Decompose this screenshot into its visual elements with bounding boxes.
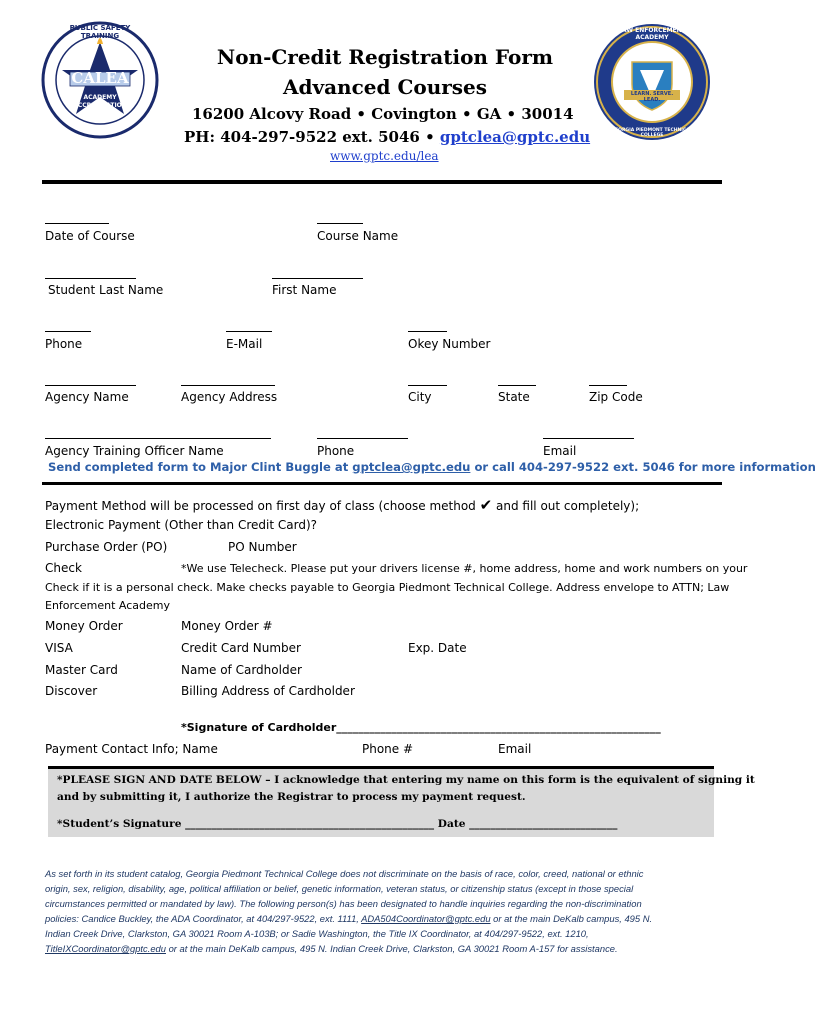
ato-email-label: Email — [543, 444, 577, 458]
credit-card-number-label: Credit Card Number — [181, 641, 301, 655]
send-form-prefix: Send completed form to Major Clint Buggle at — [48, 460, 353, 474]
visa-option[interactable]: VISA — [45, 641, 73, 655]
billing-address-label: Billing Address of Cardholder — [181, 684, 355, 698]
agency-address-label: Agency Address — [181, 390, 278, 404]
phone-label: Phone — [45, 337, 83, 351]
po-number-label: PO Number — [228, 540, 297, 554]
ato-name-field[interactable] — [45, 438, 271, 439]
non-discrimination-statement — [45, 866, 725, 956]
email-field[interactable] — [226, 331, 272, 332]
right-seal-lower-ring: GEORGIA PIEDMONT TECHNICAL COLLEGE — [611, 128, 693, 138]
right-seal-ring-text: LAW ENFORCEMENT ACADEMY — [618, 27, 686, 41]
discover-option[interactable]: Discover — [45, 684, 98, 698]
nd-line-4-a: policies: Candice Buckley, the ADA Coordinator, at 404/297-9522, ext. 1111, — [45, 913, 362, 924]
first-name-field[interactable] — [272, 278, 363, 279]
form-title-line-1: Non-Credit Registration Form — [216, 45, 554, 69]
agency-name-field[interactable] — [45, 385, 136, 386]
agency-address-field[interactable] — [181, 385, 275, 386]
money-order-number-label: Money Order # — [181, 619, 273, 633]
telecheck-note: *We use Telecheck. Please put your drivers license #, home address, home and work numbers on your — [181, 562, 748, 575]
check-option[interactable]: Check — [45, 561, 82, 575]
ato-phone-field[interactable] — [317, 438, 408, 439]
nd-line-2: origin, sex, religion, disability, age, political affiliation or belief, genetic information, veteran status, or citizenship status (except in those special — [45, 883, 634, 894]
date-of-course-label: Date of Course — [45, 229, 135, 243]
money-order-option[interactable]: Money Order — [45, 619, 123, 633]
student-last-name-field[interactable] — [45, 278, 136, 279]
agency-name-label: Agency Name — [45, 390, 129, 404]
phone-email-line — [184, 128, 590, 146]
section-divider — [42, 482, 722, 485]
calea-seal-lower-text: ACADEMY ACCREDITATION — [73, 94, 127, 109]
okey-number-label: Okey Number — [408, 337, 491, 351]
payment-contact-email-label: Email — [498, 742, 532, 756]
payment-intro-a: Payment Method will be processed on first day of class (choose method — [45, 499, 480, 513]
header-divider — [42, 180, 722, 184]
website-link[interactable]: www.gptc.edu/lea — [330, 149, 439, 163]
phone-field[interactable] — [45, 331, 91, 332]
electronic-payment-option[interactable]: Electronic Payment (Other than Credit Card)? — [45, 518, 317, 532]
student-last-name-label: Student Last Name — [48, 283, 164, 297]
check-mark-icon: ✔ — [479, 496, 493, 514]
law-enforcement-academy-seal-logo — [592, 22, 712, 142]
nd-line-6 — [45, 941, 725, 956]
nd-line-4 — [45, 911, 725, 926]
calea-seal-center-text: CALEA — [71, 69, 129, 87]
phone-line: PH: 404-297-9522 ext. 5046 • — [184, 128, 440, 146]
city-label: City — [408, 390, 432, 404]
payment-contact-phone-label: Phone # — [362, 742, 414, 756]
email-label: E-Mail — [226, 337, 263, 351]
right-seal-banner: LEARN. SERVE. LEAD. — [630, 91, 674, 103]
form-title-line-2: Advanced Courses — [282, 75, 488, 99]
check-note-line-2: Enforcement Academy — [45, 599, 170, 612]
zip-code-field[interactable] — [589, 385, 627, 386]
nd-line-6-b: or at the main DeKalb campus, 495 N. Indian Creek Drive, Clarkston, GA 30021 Room A-157 for assistance. — [165, 943, 618, 954]
first-name-label: First Name — [272, 283, 337, 297]
payment-contact-name-label: Payment Contact Info; Name — [45, 742, 218, 756]
state-label: State — [498, 390, 530, 404]
exp-date-label: Exp. Date — [408, 641, 467, 655]
header-email-link[interactable]: gptclea@gptc.edu — [439, 128, 591, 146]
acknowledgement-line-1: *PLEASE SIGN AND DATE BELOW – I acknowledge that entering my name on this form is the equivalent of signing it — [57, 774, 755, 786]
title-ix-coordinator-email-link[interactable]: TitleIXCoordinator@gptc.edu — [45, 943, 166, 954]
state-field[interactable] — [498, 385, 536, 386]
cardholder-signature-line[interactable]: *Signature of Cardholder___________________________________________________________ — [181, 721, 661, 734]
okey-number-field[interactable] — [408, 331, 447, 332]
zip-code-label: Zip Code — [589, 390, 643, 404]
calea-seal-logo — [40, 20, 160, 140]
send-form-email-link[interactable]: gptclea@gptc.edu — [352, 460, 471, 474]
acknowledgement-line-2: and by submitting it, I authorize the Registrar to process my payment request. — [57, 791, 526, 803]
city-field[interactable] — [408, 385, 447, 386]
ato-email-field[interactable] — [543, 438, 634, 439]
address-line: 16200 Alcovy Road • Covington • GA • 30014 — [192, 105, 574, 123]
payment-intro-b: and fill out completely); — [492, 499, 640, 513]
ada-coordinator-email-link[interactable]: ADA504Coordinator@gptc.edu — [361, 913, 491, 924]
master-card-option[interactable]: Master Card — [45, 663, 118, 677]
nd-line-3: circumstances permitted or mandated by law). The following person(s) has been designated to handle inquiries regarding the non-discrimination — [45, 898, 642, 909]
payment-method-intro — [45, 496, 639, 514]
date-of-course-field[interactable] — [45, 223, 109, 224]
course-name-field[interactable] — [317, 223, 363, 224]
nd-line-1: As set forth in its student catalog, Georgia Piedmont Technical College does not discriminate on the basis of race, color, creed, national or ethnic — [45, 868, 644, 879]
course-name-label: Course Name — [317, 229, 399, 243]
send-form-suffix: or call 404-297-9522 ext. 5046 for more information — [470, 460, 816, 474]
student-signature-line[interactable]: *Student’s Signature _______________________________________________ Date ____________________________ — [57, 818, 618, 830]
purchase-order-option[interactable]: Purchase Order (PO) — [45, 540, 168, 554]
ato-name-label: Agency Training Officer Name — [45, 444, 224, 458]
nd-line-5: Indian Creek Drive, Clarkston, GA 30021 Room A-103B; or Sadie Washington, the Title IX Coordinator, at 404/297-9522, ext. 1210, — [45, 928, 589, 939]
calea-seal-ring-text: PUBLIC SAFETY TRAINING — [69, 24, 131, 40]
ato-phone-label: Phone — [317, 444, 355, 458]
nd-line-4-b: or at the main DeKalb campus, 495 N. — [490, 913, 653, 924]
check-note-line-1: Check if it is a personal check. Make checks payable to Georgia Piedmont Technical College. Address envelope to ATTN; Law — [45, 581, 730, 594]
send-form-instructions — [48, 460, 816, 474]
cardholder-name-label: Name of Cardholder — [181, 663, 302, 677]
